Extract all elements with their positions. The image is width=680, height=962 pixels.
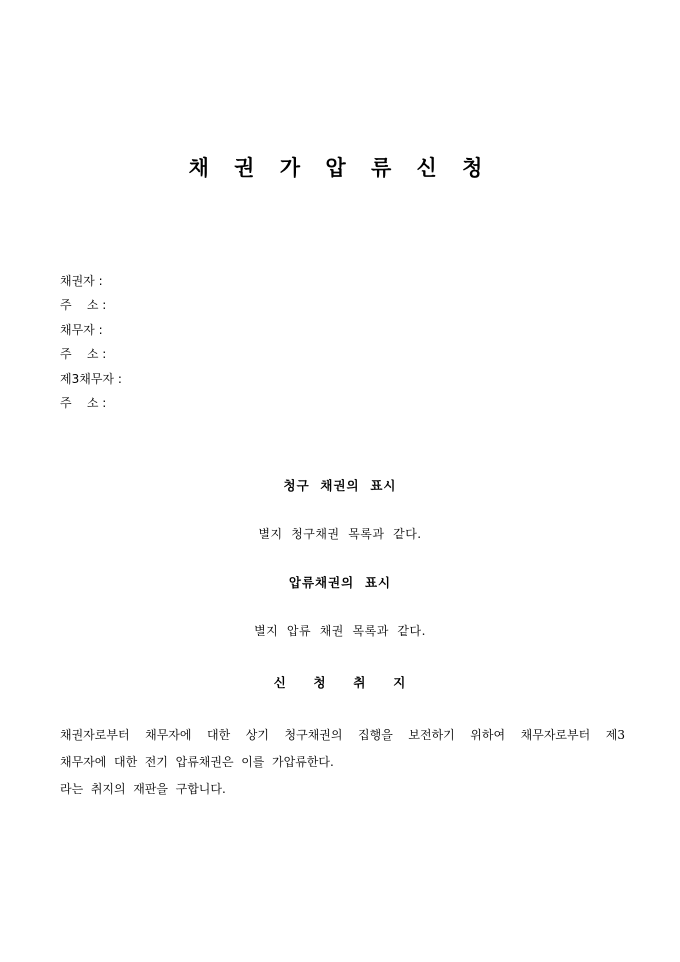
seized-section-heading: 압류채권의 표시	[288, 575, 392, 590]
third-debtor-address-label: 주 소 :	[60, 396, 107, 410]
document-title: 채 권 가 압 류 신 청	[188, 155, 492, 180]
party-list	[60, 272, 122, 419]
creditor-label: 채권자 :	[60, 274, 103, 288]
claim-section-text: 별지 청구채권 목록과 같다.	[258, 527, 422, 541]
seized-section-text: 별지 압류 채권 목록과 같다.	[254, 624, 426, 638]
creditor-address-label: 주 소 :	[60, 298, 107, 312]
purpose-line: 라는 취지의 재판을 구합니다.	[60, 782, 226, 796]
purpose-section-heading: 신 청 취 지	[273, 675, 407, 690]
third-debtor-label: 제3채무자 :	[60, 372, 122, 386]
claim-section-heading: 청구 채권의 표시	[283, 478, 397, 493]
debtor-label: 채무자 :	[60, 323, 103, 337]
purpose-section-body	[60, 721, 625, 802]
purpose-line: 채권자로부터 채무자에 대한 상기 청구채권의 집행을 보전하기 위하여 채무자로부터 제3	[60, 728, 625, 742]
purpose-line: 채무자에 대한 전기 압류채권은 이를 가압류한다.	[60, 755, 334, 769]
debtor-address-label: 주 소 :	[60, 347, 107, 361]
